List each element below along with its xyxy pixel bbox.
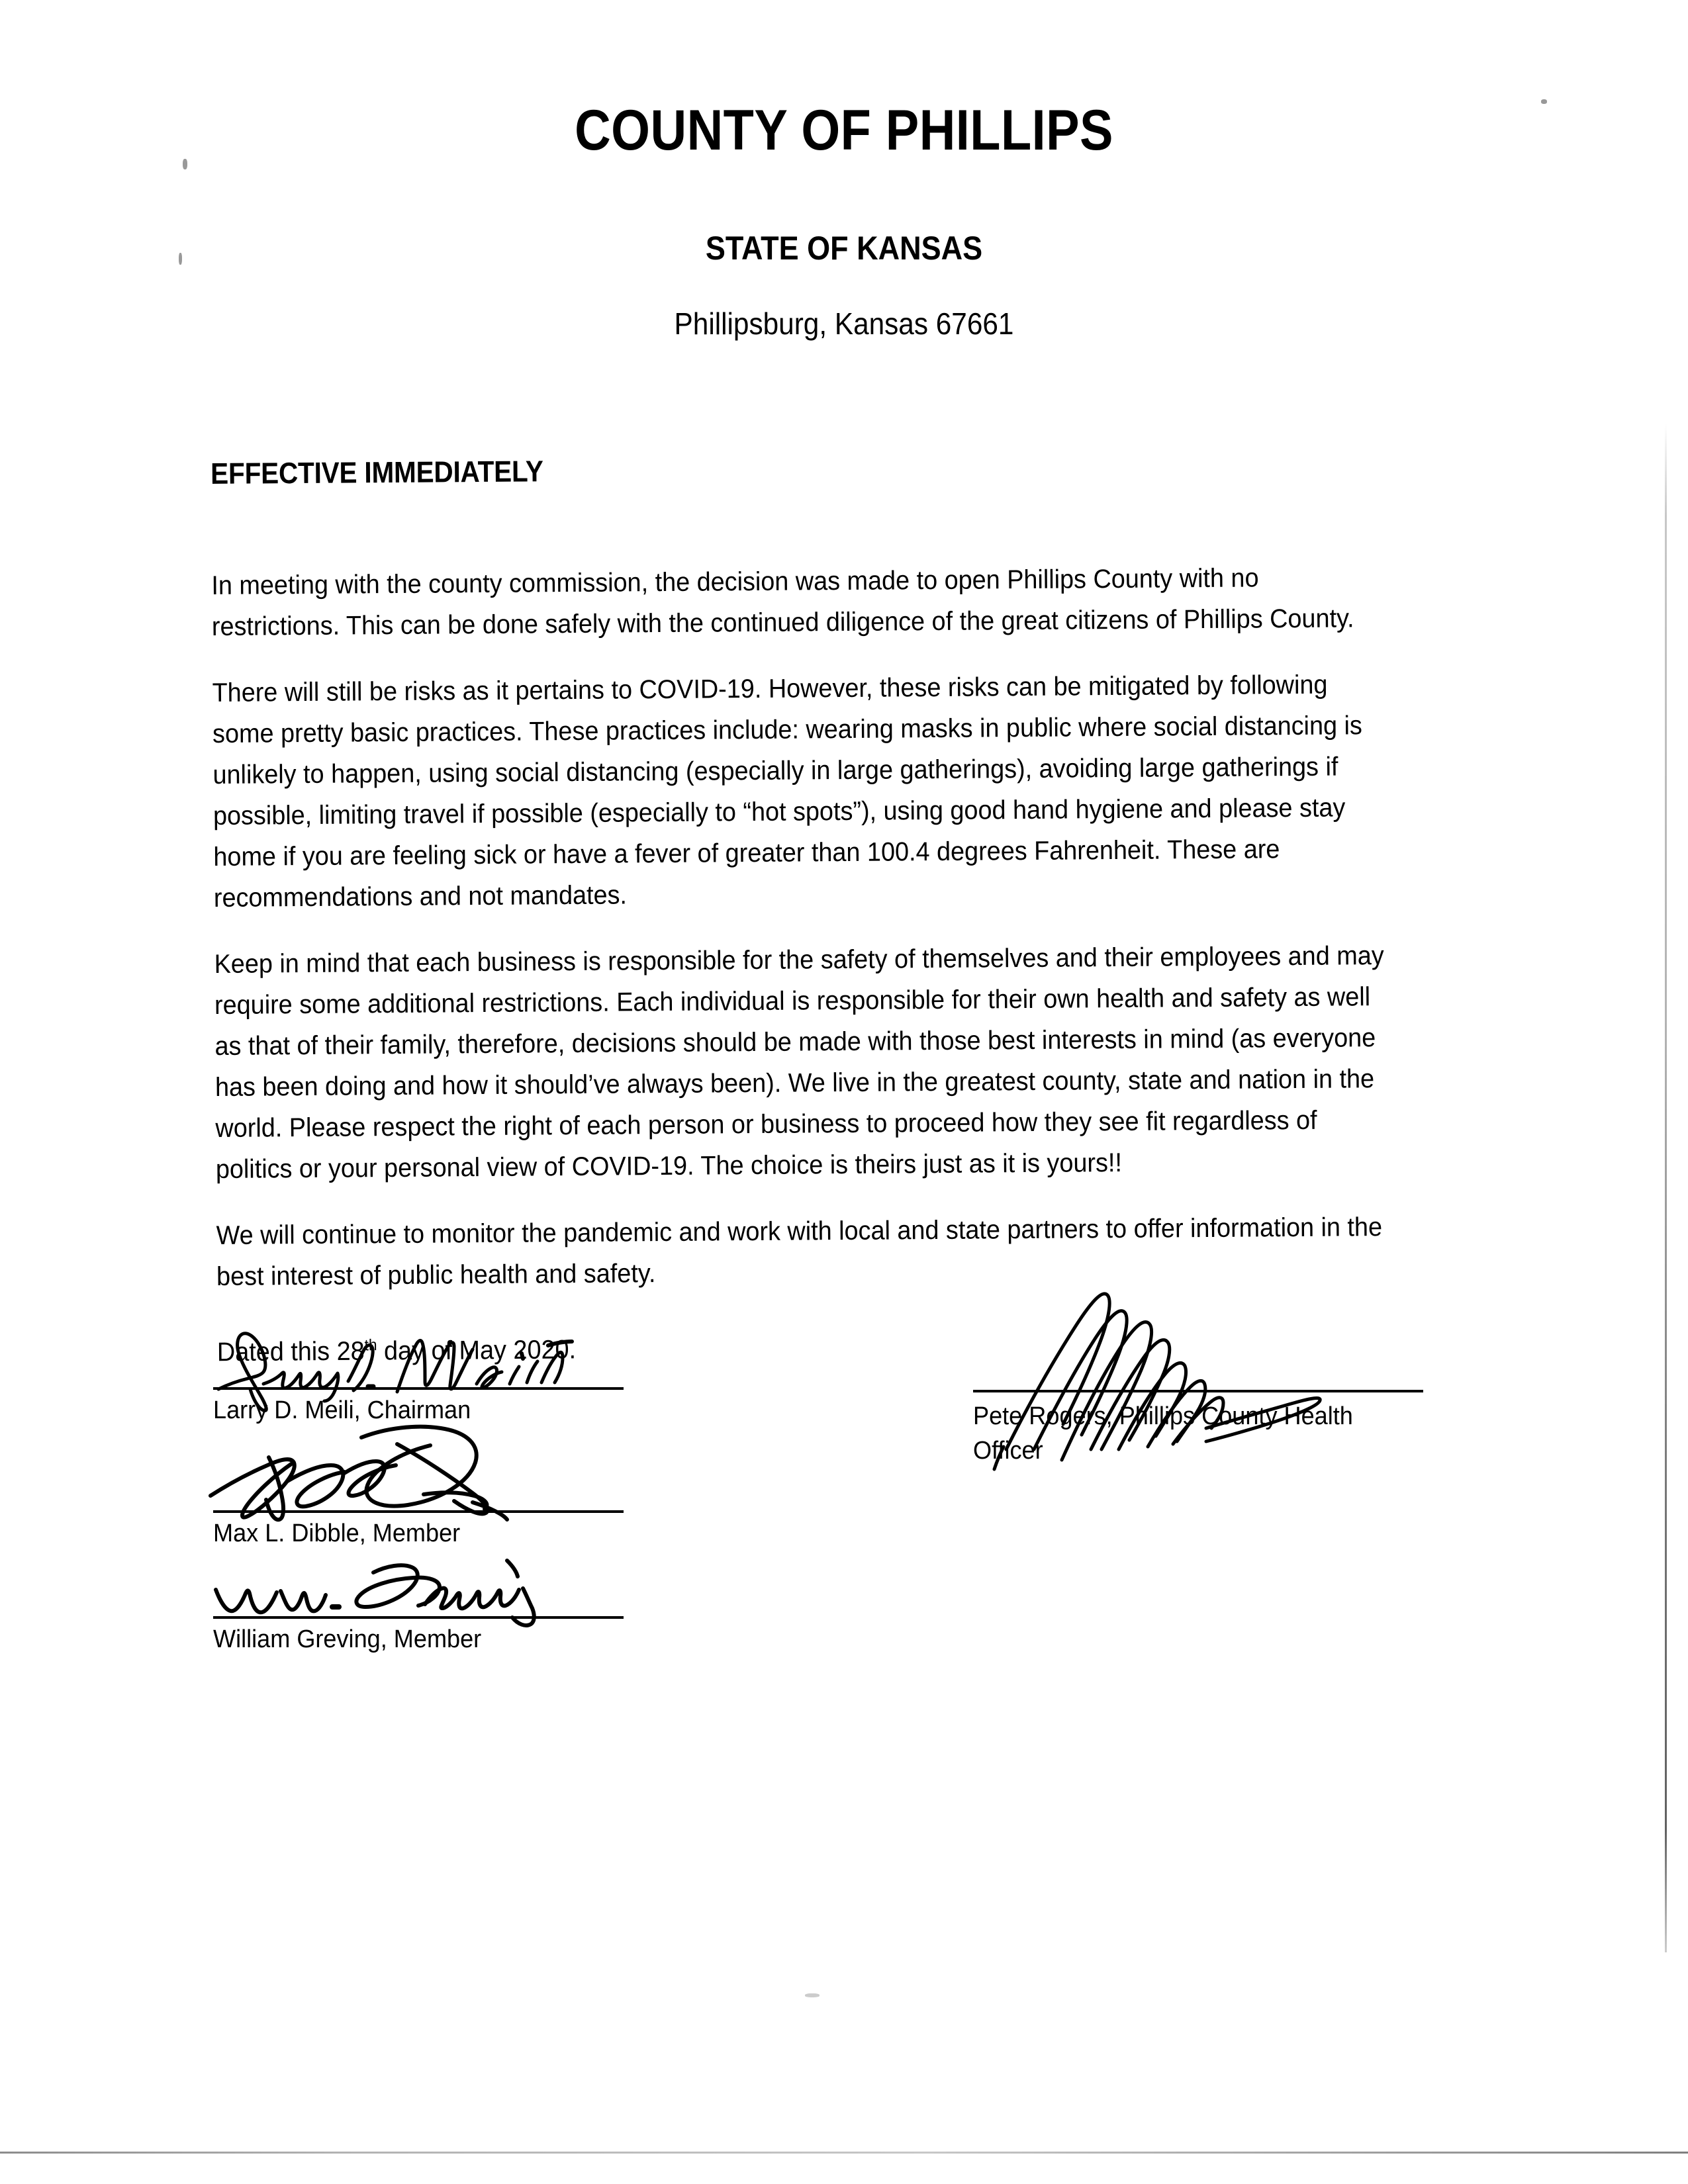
signature-rule-rogers xyxy=(973,1390,1423,1392)
handwritten-signature-greving xyxy=(207,1549,617,1635)
handwritten-signature-dibble xyxy=(205,1418,616,1530)
signature-label-greving: William Greving, Member xyxy=(213,1625,482,1653)
dated-prefix: Dated this 28 xyxy=(216,1336,365,1367)
signature-rule-meili xyxy=(213,1387,624,1390)
signature-rule-greving xyxy=(213,1616,624,1619)
signature-block xyxy=(0,1343,1688,1754)
city-address-line: Phillipsburg, Kansas 67661 xyxy=(674,306,1014,341)
signature-label-rogers: Pete Rogers, Phillips County Health Officer xyxy=(973,1402,1353,1465)
dated-ordinal-suffix: th xyxy=(364,1336,377,1355)
state-subtitle: STATE OF KANSAS xyxy=(705,230,983,267)
paragraph-responsibility: Keep in mind that each business is responsible for the safety of themselves and their employees and may require some additional restrictions. Each individual is responsible for their own health and safety as well as that of their family, therefore, decisions should be made with those best interests in mind (as everyone has been doing and how it should’ve always been). We live in the greatest county, state and nation in the world. Please respect the right of each person or business to proceed how they see fit regardless of politics or your personal view of COVID-19. The choice is theirs just as it is yours!! xyxy=(214,941,1384,1184)
paragraph-practices: There will still be risks as it pertains to COVID-19. However, these risks can be mitigated by following some pretty basic practices. These practices include: wearing masks in public where social distancing is unlikely to happen, using social distancing (especially in large gatherings), avoiding large gatherings if possible, limiting travel if possible (especially to “hot spots”), using good hand hygiene and please stay home if you are feeling sick or have a fever of greater than 100.4 degrees Fahrenheit. These are recommendations and not mandates. xyxy=(212,670,1362,913)
notice-body xyxy=(211,447,1455,1373)
dated-suffix: day of May 2020. xyxy=(377,1335,577,1366)
page-title: COUNTY OF PHILLIPS xyxy=(575,99,1113,162)
scan-edge-artifact-bottom xyxy=(0,2152,1688,2154)
effective-immediately-heading: EFFECTIVE IMMEDIATELY xyxy=(211,454,543,490)
signature-label-dibble: Max L. Dibble, Member xyxy=(213,1520,461,1547)
signature-label-meili: Larry D. Meili, Chairman xyxy=(213,1396,471,1424)
scan-speck xyxy=(805,1993,820,1997)
paragraph-monitoring: We will continue to monitor the pandemic and work with local and state partners to offer information in the best interest of public health and safety. xyxy=(216,1212,1383,1291)
signature-rule-dibble xyxy=(213,1510,624,1513)
paragraph-opening: In meeting with the county commission, the decision was made to open Phillips County with no restrictions. This can be done safely with the continued diligence of the great citizens of Phillips County. xyxy=(211,563,1354,641)
